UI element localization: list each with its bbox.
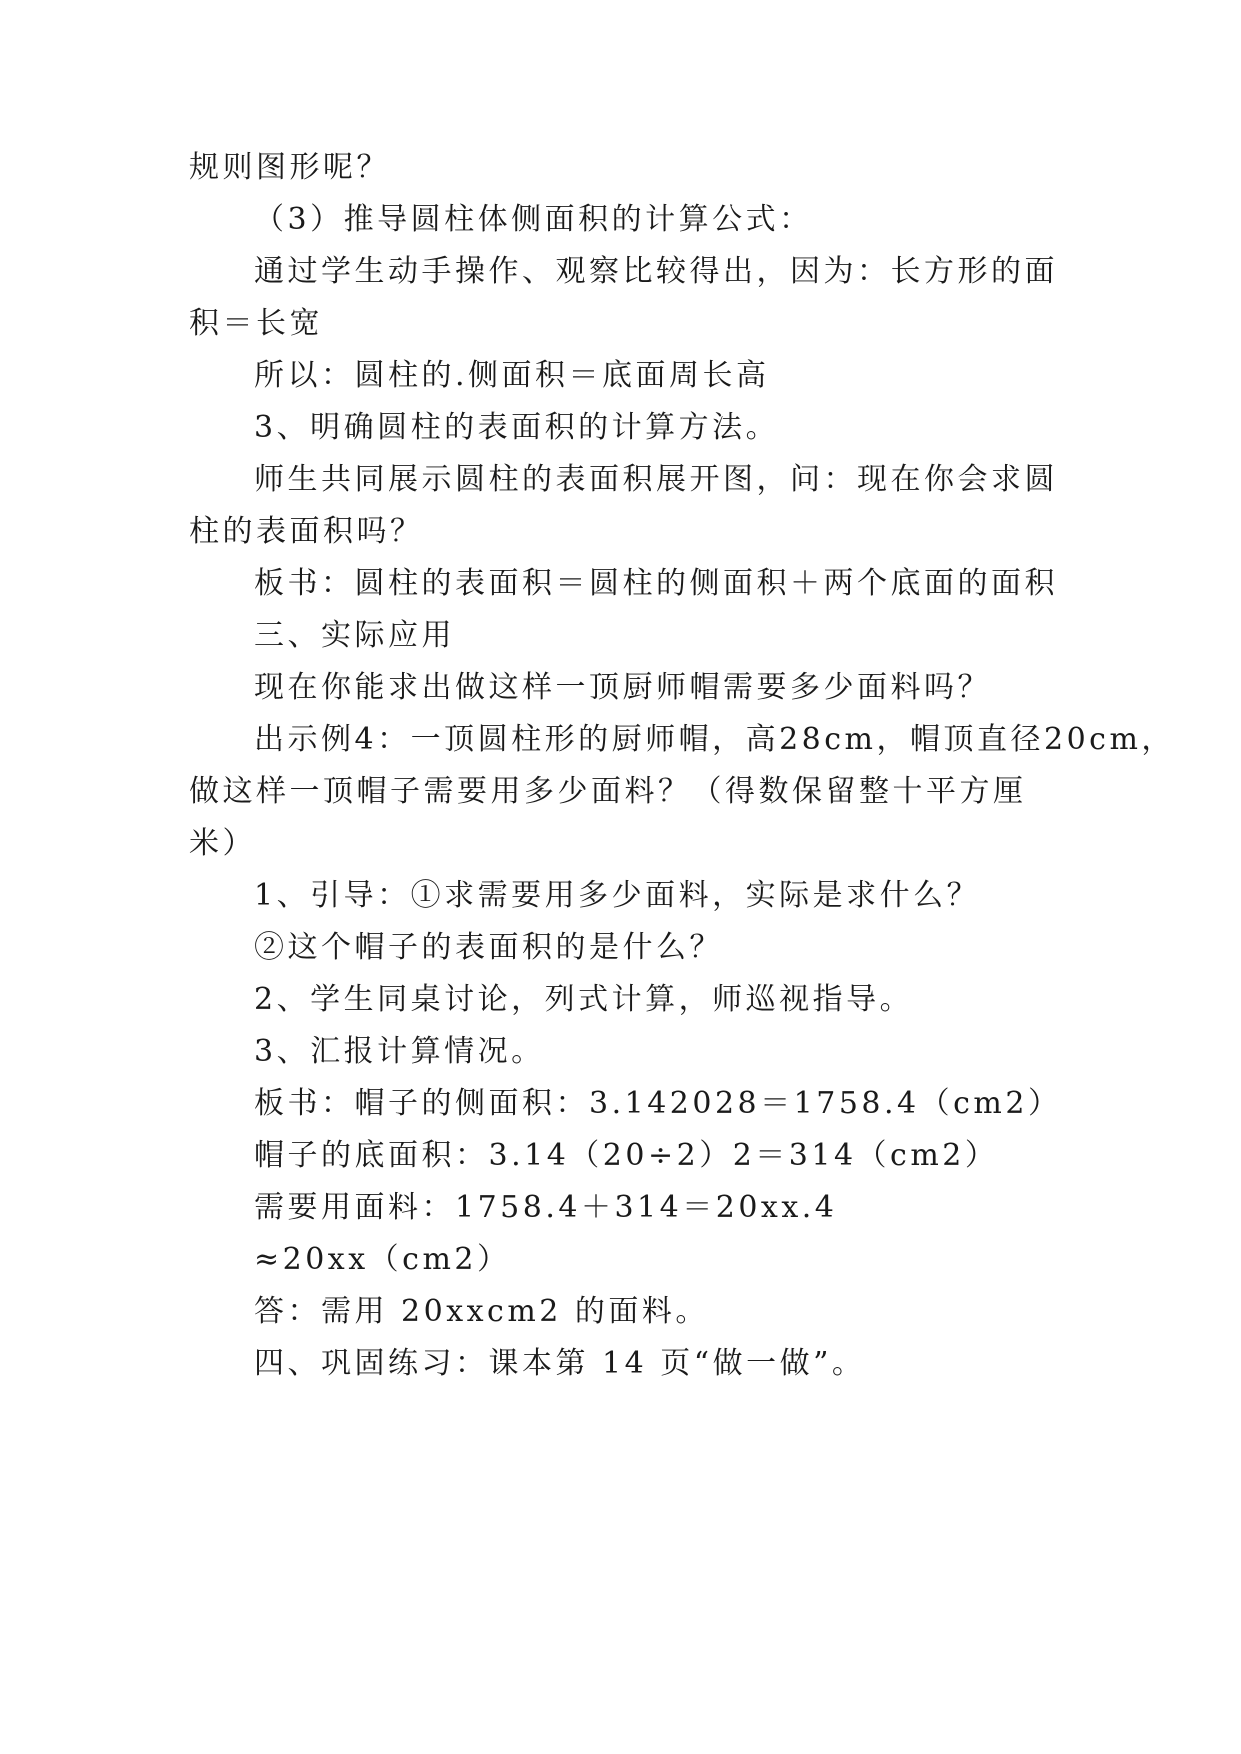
text-line: 师生共同展示圆柱的表面积展开图，问：现在你会求圆 [254,462,1058,497]
text-line: 出示例4：一顶圆柱形的厨师帽，高28cm，帽顶直径20cm， [254,722,1175,757]
text-line: 板书：帽子的侧面积：3.142028＝1758.4（cm2） [254,1086,1062,1121]
text-line: 2、学生同桌讨论，列式计算，师巡视指导。 [254,982,914,1017]
text-line: 板书：圆柱的表面积＝圆柱的侧面积＋两个底面的面积 [254,566,1058,601]
text-line: 3、明确圆柱的表面积的计算方法。 [254,410,780,445]
text-line: 3、汇报计算情况。 [254,1034,545,1069]
text-line: 答：需用 20xxcm2 的面料。 [254,1294,709,1329]
text-line: 现在你能求出做这样一顶厨师帽需要多少面料吗？ [254,670,991,705]
text-line: 通过学生动手操作、观察比较得出，因为：长方形的面 [254,254,1058,289]
text-line: ②这个帽子的表面积的是什么？ [254,930,723,965]
text-line: ≈20xx（cm2） [254,1242,511,1277]
text-line: 帽子的底面积：3.14（20÷2）2＝314（cm2） [254,1138,999,1173]
text-line: 做这样一顶帽子需要用多少面料？（得数保留整十平方厘 [189,774,1027,809]
text-line: 积＝长宽 [189,306,323,341]
text-line: 三、实际应用 [254,618,455,653]
text-line: 柱的表面积吗？ [189,514,424,549]
text-line: 所以：圆柱的.侧面积＝底面周长高 [254,358,770,393]
text-line: 四、巩固练习：课本第 14 页“做一做”。 [254,1346,866,1381]
text-line: 米） [189,826,256,861]
text-line: 需要用面料：1758.4＋314＝20xx.4 [254,1190,838,1225]
text-line: （3）推导圆柱体侧面积的计算公式： [254,202,813,237]
text-line: 规则图形呢？ [189,150,390,185]
text-line: 1、引导：①求需要用多少面料，实际是求什么？ [254,878,981,913]
